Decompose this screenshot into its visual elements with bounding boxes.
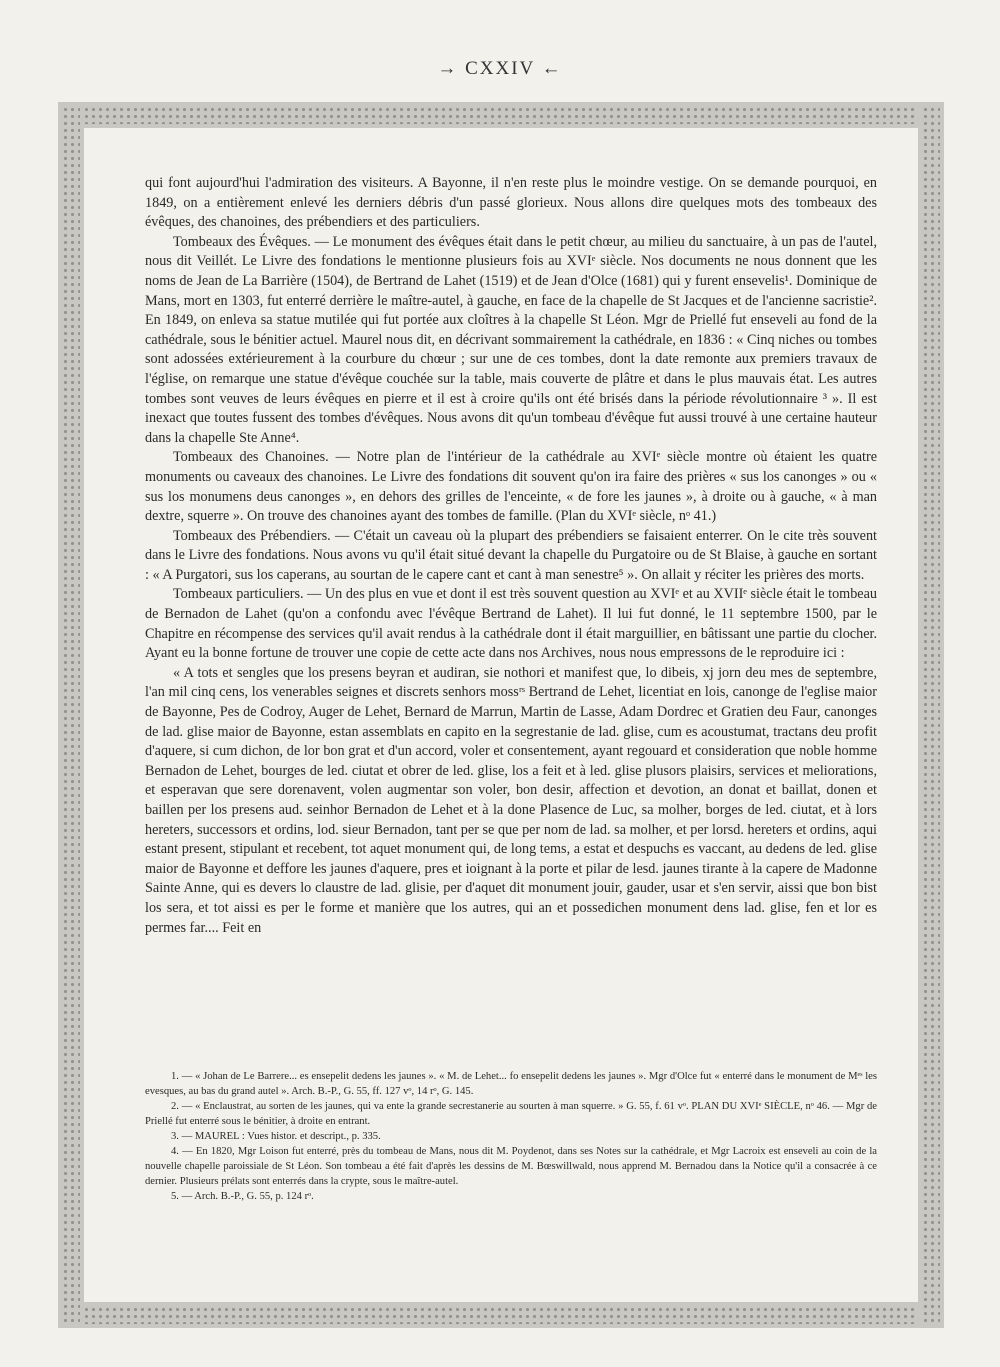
main-text <box>145 174 877 938</box>
paragraph-tombeaux-chanoines: Tombeaux des Chanoines. — Notre plan de l'intérieur de la cathédrale au XVIᵉ siècle montre où étaient les quatre monuments ou caveaux des chanoines. Le Livre des fondations dit souvent qu'on ira faire des prières « sus los canonges » ou « sus los monumens deus canonges », en dehors des grilles de l'enceinte, « de fore les jaunes », à droite ou à gauche, « à man dextre, squerre ». On trouve des chanoines ayant des tombes de famille. (Plan du XVIᵉ siècle, nᵒ 41.) <box>145 449 877 525</box>
ornamental-border-left <box>58 102 84 1328</box>
paragraph-intro: qui font aujourd'hui l'admiration des visiteurs. A Bayonne, il n'en reste plus le moindre vestige. On se demande pourquoi, en 1849, on a entièrement enlevé les derniers débris d'un passé glorieux. Nous allons dire quelques mots des tombeaux des évêques, des chanoines, des prébendiers et des particuliers. <box>145 175 877 231</box>
ornamental-border-top <box>58 102 944 128</box>
footnote-3: 3. — MAUREL : Vues histor. et descript., p. 335. <box>171 1131 381 1142</box>
paragraph-acte-quote: « A tots et sengles que los presens beyran et audiran, sie nothori et manifest que, lo dibeis, xj jorn deu mes de septembre, l'an mil cinq cens, los venerables seignes et discrets senhors mossʳˢ Bertrand de Lehet, licentiat en lois, canonge de l'eglise maior de Bayonne, Pes de Codroy, Auger de Lehet, Bernard de Marrun, Martin de Lasse, Adam Dordrec et Gratien deu Faur, canonges de lad. glise maior de Bayonne, estan assemblats en capito en la segrestanie de lad. glise, cum es acoustumat, tractans deu profit d'aquere, si cum dichon, de lor bon grat et d'un accord, voler et consentement, ayant regouard et consideration que noble homme Bernadon de Lehet, bourges de led. ciutat et obrer de led. glise, los a feit et à led. glise plusors plaisirs, services et meliorations, et esperavan que sere dorenavent, volen augmentar son voler, bon desir, affection et devotion, an donat et baillat, donen et baillen per los presens aud. seinhor Bernadon de Lehet et à la done Plasence de Luc, sa molher, borges de led. ciutat, et à lors hereters, successors et ordins, lod. sieur Bernadon, tant per se que per nom de lad. sa molher, et per lorsd. hereters et ordins, aqui estant present, stipulant et recebent, tot aquet monument qui, de long tems, a estat et despuchs es vaccant, au dedens de led. glise maior de Bayonne et deffore les jaunes d'aquere, pres et ioignant à la porte et pilar de lesd. jaunes tirante à la capere de Madonne Sainte Anne, qui es devers lo claustre de lad. glisie, per d'aquet dit monument jouir, gauder, usar et s'en servir, aissi que bon bist los sera, et tot aissi es per le forme et manière que los autres, qui an et possedichen monument dens lad. glise, fen et lor es permes far.... Feit en <box>145 664 877 936</box>
ornamental-border-bottom <box>58 1302 944 1328</box>
footnote-2: 2. — « Enclaustrat, au sorten de les jaunes, qui va ente la grande secrestanerie au sourten à man squerre. » G. 55, f. 61 vᵒ. PLAN DU XVIᵉ SIÈCLE, nᵒ 46. — Mgr de Priellé fut enterré sous le bénitier, à droite en entrant. <box>145 1101 877 1127</box>
paragraph-tombeaux-eveques: Tombeaux des Évêques. — Le monument des évêques était dans le petit chœur, au milieu du sanctuaire, à un pas de l'autel, nous dit Veillét. Le Livre des fondations le mentionne plusieurs fois au XVIᵉ siècle. Nos documents ne nous donnent que les noms de Jean de La Barrière (1504), de Bertrand de Lahet (1519) et de Jean d'Olce (1681) qui y furent ensevelis¹. Dominique de Mans, mort en 1303, fut enterré derrière le maître-autel, à gauche, en face de la chapelle de St Jacques et de l'ancienne sacristie². En 1849, on enleva sa statue mutilée qui fut portée aux cloîtres à la chapelle St Léon. Mgr de Priellé fut enseveli au fond de la cathédrale, sous le bénitier actuel. Maurel nous dit, en décrivant sommairement la cathédrale, en 1836 : « Cinq niches ou tombes sont adossées extérieurement à la courbure du chœur ; sur une de ces tombes, dont la date remonte aux premiers travaux de l'église, on remarque une statue d'évêque couchée sur la table, mais couverte de plâtre et dans le plus mauvais état. Les autres tombes sont veuves de leurs évêques en pierre et il est à croire qu'ils ont été brisés dans la période révolutionnaire ³ ». Il est inexact que toutes fussent des tombes d'évêques. Nous avons dit qu'un tombeau d'évêque fut aussi trouvé à une certaine hauteur dans la chapelle Ste Anne⁴. <box>145 233 877 446</box>
footnotes <box>145 1069 877 1204</box>
footnote-4: 4. — En 1820, Mgr Loison fut enterré, près du tombeau de Mans, nous dit M. Poydenot, dans ses Notes sur la cathédrale, et Mgr Lacroix est enseveli au coin de la nouvelle chapelle paroissiale de St Léon. Son tombeau a été fait d'après les dessins de M. Bœswillwald, nous apprend M. Bernadou dans la Notice qu'il a consacrée à ce dernier. Plusieurs prélats sont enterrés dans la crypte, sous le maître-autel. <box>145 1146 877 1187</box>
page-number-header: → CXXIV ← <box>437 58 563 79</box>
paragraph-tombeaux-particuliers: Tombeaux particuliers. — Un des plus en vue et dont il est très souvent question au XVIᵉ et au XVIIᵉ siècle était le tombeau de Bernadon de Lahet (qu'on a confondu avec l'évêque Bertrand de Lahet). Il lui fut donné, le 11 septembre 1500, par le Chapitre en récompense des services qu'il avait rendus à la cathédrale dont il était marguillier, en bâtissant une partie du clocher. Ayant eu la bonne fortune de trouver une copie de cette acte dans nos Archives, nous nous empressons de le reproduire ici : <box>145 586 877 662</box>
paragraph-tombeaux-prebendiers: Tombeaux des Prébendiers. — C'était un caveau où la plupart des prébendiers se faisaient enterrer. On le cite très souvent dans le Livre des fondations. Nous avons vu qu'il était situé devant la chapelle du Purgatoire ou de St Blaise, à gauche en sortant : « A Purgatori, sus los caperans, au sourtan de le capere cant et cant à man senestre⁵ ». On allait y réciter les prières des morts. <box>145 527 877 583</box>
ornamental-border-right <box>918 102 944 1328</box>
footnote-1: 1. — « Johan de Le Barrere... es ensepelit dedens les jaunes ». « M. de Lehet... fo ensepelit dedens les jaunes ». Mgr d'Olce fut « enterré dans le monument de Mᵉˢ les evesques, au bas du grand autel ». Arch. B.-P., G. 55, ff. 127 vᵒ, 14 rᵒ, G. 145. <box>145 1071 877 1097</box>
footnote-5: 5. — Arch. B.-P., G. 55, p. 124 rᵒ. <box>171 1191 314 1202</box>
